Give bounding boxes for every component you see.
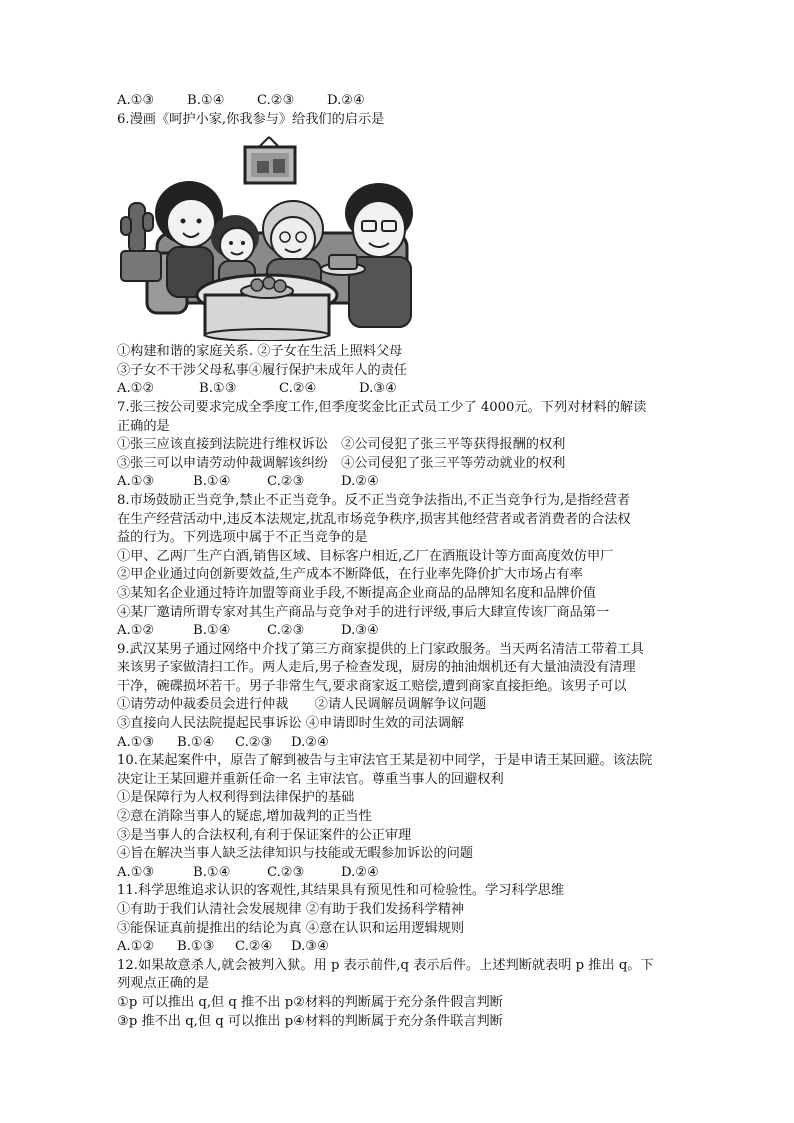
q8-statement-1: ①甲、乙两厂生产白酒,销售区域、目标客户相近,乙厂在酒瓶设计等方面高度效仿甲厂 bbox=[117, 548, 614, 564]
q9-statement-1-2: ①请劳动仲裁委员会进行仲裁 ②请人民调解员调解争议问题 bbox=[117, 697, 487, 713]
q7-option-a[interactable]: A.①③ bbox=[117, 474, 155, 490]
q9-option-d[interactable]: D.②④ bbox=[291, 734, 329, 750]
q9-option-a[interactable]: A.①③ bbox=[117, 734, 155, 750]
q12-stem-line-2: 列观点正确的是 bbox=[117, 976, 210, 992]
q11-option-b[interactable]: B.①③ bbox=[177, 939, 215, 955]
exam-page bbox=[117, 92, 677, 1031]
q11-option-c[interactable]: C.②④ bbox=[235, 939, 273, 955]
q5-option-d[interactable]: D.②④ bbox=[327, 93, 365, 108]
q6-options bbox=[117, 380, 677, 399]
q9-stem-line-2: 来该男子家做清扫工作。两人走后,男子检查发现，厨房的抽油烟机还有大量油渍没有清理 bbox=[117, 660, 636, 676]
q11-option-a[interactable]: A.①② bbox=[117, 939, 155, 955]
q9-option-b[interactable]: B.①④ bbox=[177, 734, 215, 750]
q8-options bbox=[117, 622, 677, 641]
q10-option-c[interactable]: C.②③ bbox=[267, 864, 305, 880]
q7-option-b[interactable]: B.①④ bbox=[193, 474, 231, 490]
q10-stem-line-1: 10.在某起案件中，原告了解到被告与主审法官王某是初中同学，于是申请王某回避。该法院 bbox=[117, 753, 653, 769]
q10-option-d[interactable]: D.②④ bbox=[341, 864, 379, 880]
q8-option-a[interactable]: A.①② bbox=[117, 623, 155, 639]
q8-statement-3: ③某知名企业通过特许加盟等商业手段,不断提高企业商品的品牌知名度和品牌价值 bbox=[117, 585, 596, 601]
q7-options bbox=[117, 473, 677, 492]
q9-option-c[interactable]: C.②③ bbox=[235, 734, 273, 750]
q10-statement-1: ①是保障行为人权利得到法律保护的基础 bbox=[117, 790, 355, 806]
q12-statement-3-4: ③p 推不出 q,但 q 可以推出 p④材料的判断属于充分条件联言判断 bbox=[117, 1013, 503, 1029]
q7-statement-1-2: ①张三应该直接到法院进行维权诉讼 ②公司侵犯了张三平等获得报酬的权利 bbox=[117, 437, 566, 453]
q5-options bbox=[117, 92, 677, 111]
q7-option-c[interactable]: C.②③ bbox=[267, 474, 305, 490]
q5-option-a[interactable]: A.①③ bbox=[117, 93, 155, 108]
q7-stem-line-1: 7.张三按公司要求完成全季度工作,但季度奖金比正式员工少了 4000元。下列对材料的解读 bbox=[117, 399, 647, 415]
q10-statement-3: ③是当事人的合法权利,有利于保证案件的公正审理 bbox=[117, 827, 412, 843]
q5-option-c[interactable]: C.②③ bbox=[257, 93, 295, 108]
q12-statement-1-2: ①p 可以推出 q,但 q 推不出 p②材料的判断属于充分条件假言判断 bbox=[117, 994, 503, 1010]
q10-options bbox=[117, 864, 677, 883]
q8-option-d[interactable]: D.③④ bbox=[341, 623, 379, 639]
q8-option-c[interactable]: C.②③ bbox=[267, 623, 305, 639]
q6-stem: 6.漫画《呵护小家,你我参与》给我们的启示是 bbox=[117, 111, 385, 127]
q7-option-d[interactable]: D.②④ bbox=[341, 474, 379, 490]
q7-stem-line-2: 正确的是 bbox=[117, 418, 170, 434]
q11-option-d[interactable]: D.③④ bbox=[291, 939, 329, 955]
q10-stem-line-2: 决定让王某回避并重新任命一名 主审法官。尊重当事人的回避权利 bbox=[117, 771, 504, 787]
q8-stem-line-3: 益的行为。下列选项中属于不正当竞争的是 bbox=[117, 530, 368, 546]
q8-statement-4: ④某厂邀请所谓专家对其生产商品与竞争对手的进行评级,事后大肆宣传该厂商品第一 bbox=[117, 604, 610, 620]
q6-option-b[interactable]: B.①③ bbox=[199, 381, 237, 397]
q12-stem-line-1: 12.如果故意杀人,就会被判入狱。用 p 表示前件,q 表示后件。上述判断就表明 p 推出 q。下 bbox=[117, 957, 654, 973]
q6-option-a[interactable]: A.①② bbox=[117, 381, 155, 397]
q9-stem-line-1: 9.武汉某男子通过网络中介找了第三方商家提供的上门家政服务。当天两名清洁工带着工具 bbox=[117, 641, 644, 657]
q11-statement-3-4: ③能保证真前提推出的结论为真 ④意在认识和运用逻辑规则 bbox=[117, 920, 465, 936]
q10-statement-2: ②意在消除当事人的疑虑,增加裁判的正当性 bbox=[117, 809, 372, 825]
q9-statement-3-4: ③直接向人民法院提起民事诉讼 ④申请即时生效的司法调解 bbox=[117, 716, 465, 732]
q8-option-b[interactable]: B.①④ bbox=[193, 623, 231, 639]
q9-stem-line-3: 干净，碗碟损坏若干。男子非常生气,要求商家返工赔偿,遭到商家直接拒绝。该男子可以 bbox=[117, 678, 627, 694]
q11-options bbox=[117, 938, 677, 957]
q11-statement-1-2: ①有助于我们认清社会发展规律 ②有助于我们发扬科学精神 bbox=[117, 902, 465, 917]
q5-option-b[interactable]: B.①④ bbox=[187, 93, 225, 108]
q6-statement-3-4: ③子女不干涉父母私事④履行保护未成年人的责任 bbox=[117, 362, 408, 378]
q10-option-b[interactable]: B.①④ bbox=[193, 864, 231, 880]
q6-option-c[interactable]: C.②④ bbox=[279, 381, 317, 397]
q6-statement-1-2: ①构建和谐的家庭关系. ②子女在生活上照料父母 bbox=[117, 344, 403, 360]
q10-option-a[interactable]: A.①③ bbox=[117, 864, 155, 880]
q8-stem-line-2: 在生产经营活动中,违反本法规定,扰乱市场竞争秩序,损害其他经营者或者消费者的合法权 bbox=[117, 511, 631, 527]
q8-stem-line-1: 8.市场鼓励正当竞争,禁止不正当竞争。反不正当竞争法指出,不正当竞争行为,是指经营者 bbox=[117, 492, 631, 508]
q9-options bbox=[117, 734, 677, 753]
family-cartoon-illustration bbox=[117, 133, 435, 341]
q7-statement-3-4: ③张三可以申请劳动仲裁调解该纠纷 ④公司侵犯了张三平等劳动就业的权利 bbox=[117, 455, 566, 471]
q8-statement-2: ②甲企业通过向创新要效益,生产成本不断降低，在行业率先降价扩大市场占有率 bbox=[117, 567, 583, 583]
q6-option-d[interactable]: D.③④ bbox=[359, 381, 397, 397]
q11-stem: 11.科学思维追求认识的客观性,其结果具有预见性和可检验性。学习科学思维 bbox=[117, 883, 565, 899]
q10-statement-4: ④旨在解决当事人缺乏法律知识与技能或无暇参加诉讼的问题 bbox=[117, 846, 474, 862]
